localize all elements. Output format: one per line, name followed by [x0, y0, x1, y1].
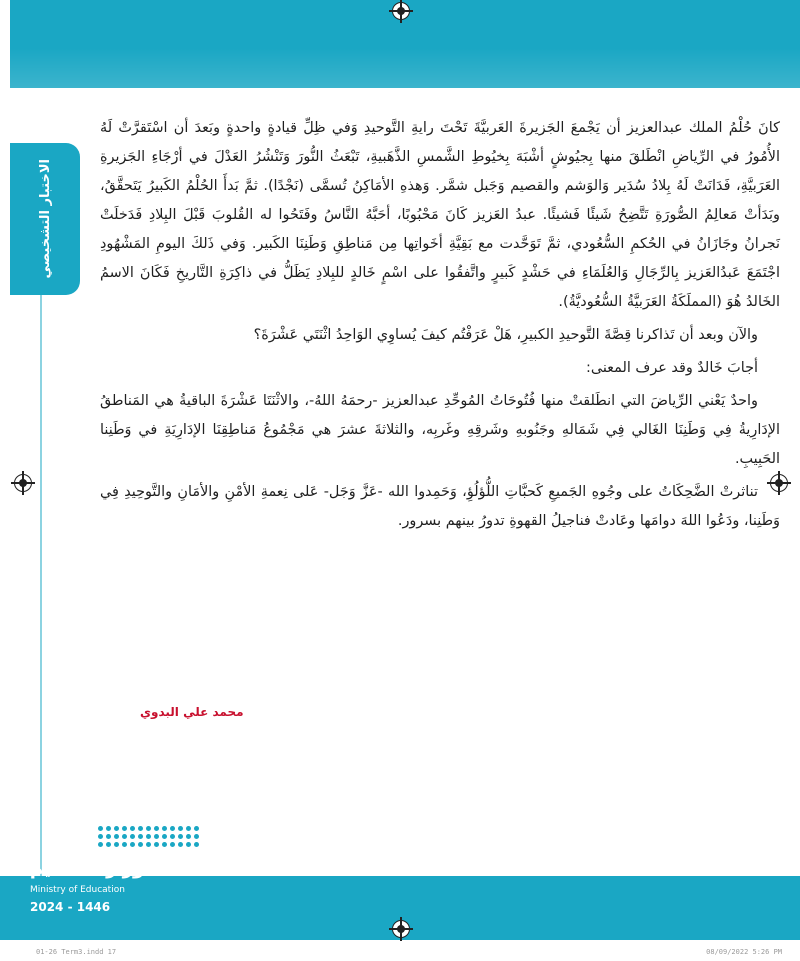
print-slug-left: 01-26 Term3.indd 17 — [36, 948, 117, 956]
paragraph: والآن وبعد أن تَذاكرنا قِصَّةَ التَّوحيدِ الكبيرِ، هَلْ عَرَفْتُم كيفَ يُساوِي الوَاحِدُ اثْنَتَي عَشْرَةَ؟ — [253, 327, 758, 343]
section-tab — [10, 143, 80, 295]
registration-mark-icon — [392, 2, 410, 20]
story-text — [100, 114, 780, 536]
section-tab-label: الاختبار التشخيصي — [37, 159, 53, 279]
edition-year: 2024 - 1446 — [30, 900, 111, 914]
ministry-name-ar: وزارة التعليم — [30, 858, 145, 879]
registration-mark-icon — [14, 474, 32, 492]
paragraph: كانَ حُلْمُ الملك عبدالعزيز أن يَجْمعَ الجَزيرةَ العَربيَّةَ تَحْتَ رايةِ التَّوحيدِ وَفي ظِلِّ قيادةٍ واحدةٍ وبَعدَ أن اسْتَقرَّتْ لَهُ الأُمُورُ في الرِّياضِ انْطَلقَ منها بِجيُوشٍ أشْبَهَ بِخيُوطِ الشَّمسِ الذَّهَبيةِ، تَبْعَثُ النُّورَ وَتَنْشُرُ العَدْلَ في أرْجَاءِ الجَزيرةِ العَرَبيَّةِ، فَدَانَتْ لَهُ بِلادُ سُدَير وَالوَشم والقصيم وَجَبل شمَّر. وَهذهِ الأمَاكِنُ تُسمَّى (نَجْدًا). ثمَّ بَدأَ الحُلْمُ الكَبيرُ يَتَحقَّقُ، وبَدَأتْ مَعالِمُ الصُّورَةِ تَتَّضِحُ شَيئًا فَشيئًا. عبدُ العَزيز كَانَ مَحْبُوبًا، أحَبَّهُ النَّاسُ وفَتَحُوا له القُلوبَ قَبْلَ البِلادِ فَدَخلَتْ نَجرانُ وجَازَانُ في الحُكمِ السُّعُودي، ثمَّ تَوَحَّدت مع بَقِيَّةِ أخَواتِها مِن مَناطِقِ وَطَنِنَا الكَبير. وَفي ذَلكَ اليومِ المَشْهُودِ اجْتَمَعَ عَبدُالعَزيز بِالرِّجَالِ وَالعُلَمَاءِ في حَشْدٍ كَبيرٍ واتَّفقُوا على اسْمٍ خَالدٍ للبِلادِ يَظَلُّ في ذاكِرَةِ التَّاريخِ فَكَانَ الاسمُ الخَالدُ هُوَ (المملَكَةُ العَرَبيَّةُ السُّعُوديَّةُ). — [100, 120, 780, 310]
registration-mark-icon — [392, 920, 410, 938]
print-slug-right: 08/09/2022 5:26 PM — [706, 948, 782, 956]
paragraph: واحدٌ يَعْني الرِّياضَ التي انطَلقتْ منها فُتُوحَاتُ المُوحِّدِ عبدالعزيز -رحمَهُ اللهُ-، والاثْنَتَا عَشْرَةَ الباقيةُ هي المَناطقُ الإدَارِيةُ فِي وَطَنِنَا الغَالي فِي شَمَالهِ وجَنُوبهِ وشَرقِهِ وغَربِه، والثلاثةَ عشرَ هي مَجْمُوعُ مَناطِقِنَا الإدَارِيَةِ في وَطَنِنا الحَبِيبِ. — [100, 393, 780, 467]
margin-line — [40, 295, 42, 885]
author-name: محمد علي البدوي — [140, 705, 244, 719]
paragraph: تناثرتْ الضَّحِكَاتُ على وجُوهِ الجَميعِ كَحبَّاتِ اللُّؤلُؤِ، وَحَمِدوا الله -عَزَّ وَجَل- عَلى نِعمةِ الأمْنِ والأمَانِ والتَّوحِيدِ فِي وَطَنِنا، ودَعُوا اللهَ دوامَها وعَادتْ فناجيلُ القهوةِ تدورُ بينهم بسرور. — [100, 484, 780, 529]
ministry-name-en: Ministry of Education — [30, 885, 125, 895]
paragraph: أجابَ خَالدٌ وقد عرف المعنى: — [586, 360, 758, 376]
